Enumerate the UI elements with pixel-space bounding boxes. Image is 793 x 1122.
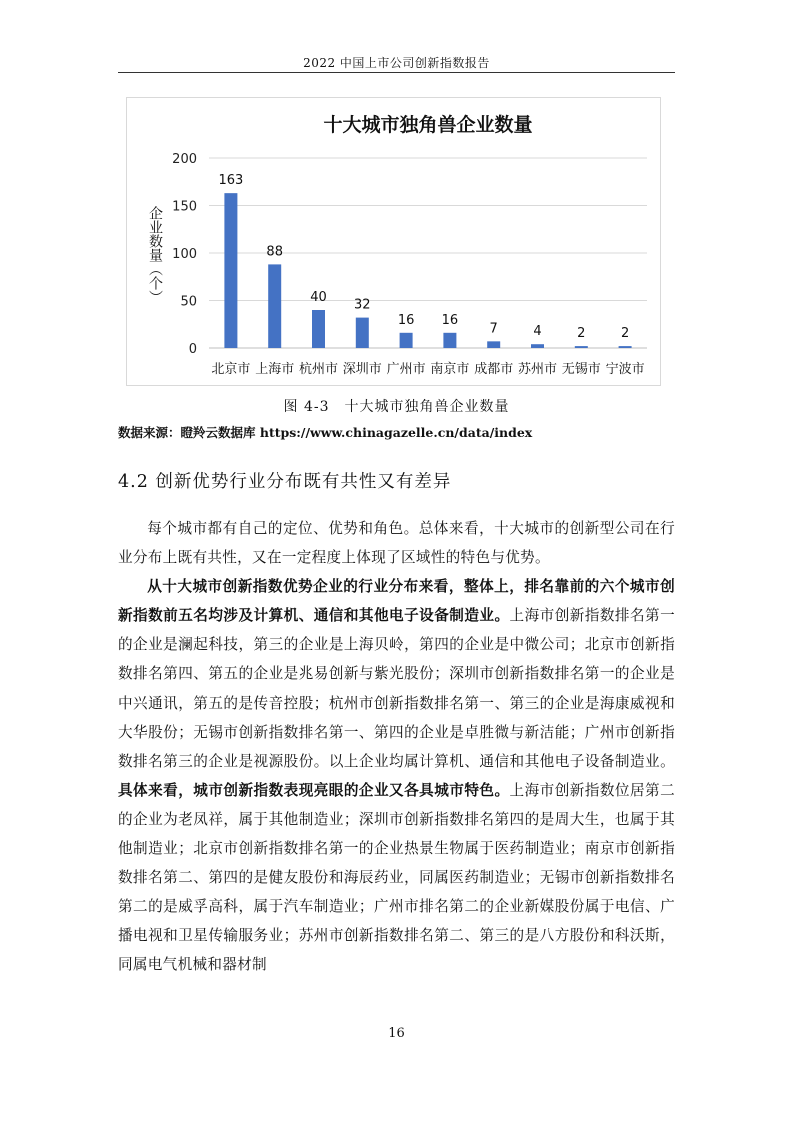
y-tick-label: 150 (172, 199, 197, 215)
x-tick-label: 南京市 (430, 362, 470, 377)
bar (619, 346, 632, 348)
bar (400, 333, 413, 348)
bar-value-label: 32 (354, 297, 371, 313)
y-tick-label: 0 (188, 342, 197, 357)
bar-value-label: 16 (441, 312, 459, 328)
figure-caption: 图 4-3 十大城市独角兽企业数量 (283, 399, 510, 415)
paragraph-2-text-1: 上海市创新指数排名第一的企业是澜起科技，第三的企业是上海贝岭，第四的企业是中微公司；北京市创新指数排名第四、第五的企业是兆易创新与紫光股份；深圳市创新指数排名第一的企业是中兴通讯，第五的是传音控股；杭州市创新指数排名第一、第三的企业是海康威视和大华股份；无锡市创新指数排名第一、第四的企业是卓胜微与新洁能；广州市创新指数排名第三的企业是视源股份。以上企业均属计算机、通信和其他电子设备制造业。 (118, 607, 675, 770)
bar-value-label: 2 (620, 326, 630, 342)
y-tick-label: 50 (180, 294, 197, 310)
bar (487, 341, 500, 348)
bar (268, 264, 281, 348)
x-tick-label: 成都市 (474, 362, 514, 377)
bar (356, 318, 369, 348)
x-tick-label: 无锡市 (561, 362, 601, 377)
bar-value-label: 4 (533, 324, 542, 340)
bar (443, 333, 456, 348)
chart-container (126, 97, 661, 386)
section-heading: 4.2 创新优势行业分布既有共性又有差异 (118, 472, 452, 492)
chart-title: 十大城市独角兽企业数量 (323, 114, 533, 136)
header-divider (118, 72, 675, 73)
body-text (118, 514, 675, 980)
paragraph-2-bold-1: 从十大城市创新指数优势企业的行业分布来看，整体上，排名靠前的六个城市创新指数前五名均涉及计算机、通信和其他电子设备制造业。 (118, 578, 675, 625)
x-tick-label: 杭州市 (298, 362, 339, 377)
bar (575, 346, 588, 348)
x-tick-label: 北京市 (211, 362, 251, 377)
bar (224, 193, 237, 348)
paragraph-2-text-2: 上海市创新指数位居第二的企业为老凤祥，属于其他制造业；深圳市创新指数排名第四的是周大生，也属于其他制造业；北京市创新指数排名第一的企业热景生物属于医药制造业；南京市创新指数排名第二、第四的是健友股份和海辰药业，同属医药制造业；无锡市创新指数排名第二的是威孚高科，属于汽车制造业；广州市排名第二的企业新媒股份属于电信、广播电视和卫星传输服务业；苏州市创新指数排名第二、第三的是八方股份和科沃斯，同属电气机械和器材制 (118, 781, 675, 974)
bar-value-label: 163 (218, 173, 244, 189)
y-tick-label: 100 (172, 247, 197, 262)
x-tick-label: 宁波市 (605, 362, 645, 377)
bar-value-label: 40 (310, 290, 327, 305)
bar-value-label: 7 (489, 321, 498, 337)
y-axis-label: 企业数量（个） (147, 206, 163, 304)
paragraph-1: 每个城市都有自己的定位、优势和角色。总体来看，十大城市的创新型公司在行业分布上既有共性，又在一定程度上体现了区域性的特色与优势。 (118, 520, 675, 567)
bar-value-label: 16 (397, 312, 415, 328)
page-number: 16 (388, 1026, 405, 1041)
paragraph-2 (118, 572, 675, 979)
x-tick-label: 苏州市 (517, 362, 558, 377)
data-source: 数据来源：瞪羚云数据库 https://www.chinagazelle.cn/data/index (118, 425, 533, 440)
bar (312, 310, 325, 348)
paragraph-2-bold-2: 具体来看，城市创新指数表现亮眼的企业又各具城市特色。 (118, 781, 510, 799)
x-tick-label: 深圳市 (342, 362, 382, 377)
x-tick-label: 上海市 (255, 362, 295, 377)
bar-chart (127, 98, 662, 387)
page-header: 2022 中国上市公司创新指数报告 (303, 56, 490, 70)
bar-value-label: 88 (266, 244, 283, 260)
bar (531, 344, 544, 348)
y-tick-label: 200 (172, 152, 197, 167)
bar-value-label: 2 (577, 326, 586, 342)
x-tick-label: 广州市 (386, 362, 426, 377)
